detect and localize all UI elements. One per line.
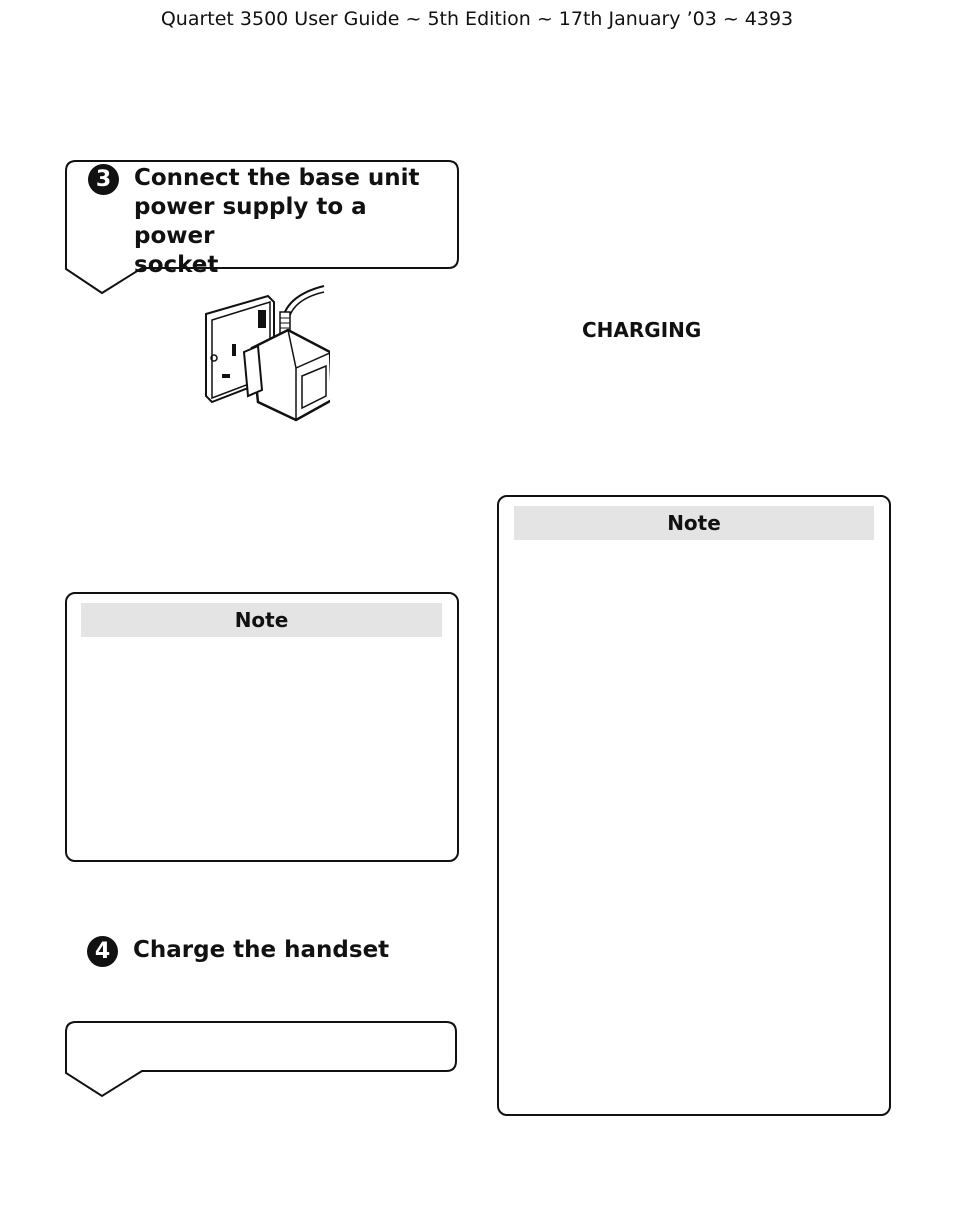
note-heading-right: Note — [514, 506, 874, 540]
running-header: Quartet 3500 User Guide ~ 5th Edition ~ 17th January ’03 ~ 4393 — [160, 8, 794, 30]
note-box-left — [65, 592, 459, 862]
step-4-number-badge: 4 — [87, 936, 118, 967]
step-3-title-line-3: socket — [134, 252, 219, 278]
step-3-title-line-2: power supply to a power — [134, 194, 367, 249]
step-3-title-line-1: Connect the base unit — [134, 165, 420, 191]
step-3-title — [134, 164, 444, 280]
power-adapter-in-wall-socket-icon — [200, 282, 330, 424]
charging-label: CHARGING — [582, 318, 702, 342]
note-heading-left: Note — [81, 603, 442, 637]
note-box-right — [497, 495, 891, 1116]
step-3-number-badge: 3 — [88, 164, 119, 195]
step-4-title: Charge the handset — [133, 937, 390, 963]
